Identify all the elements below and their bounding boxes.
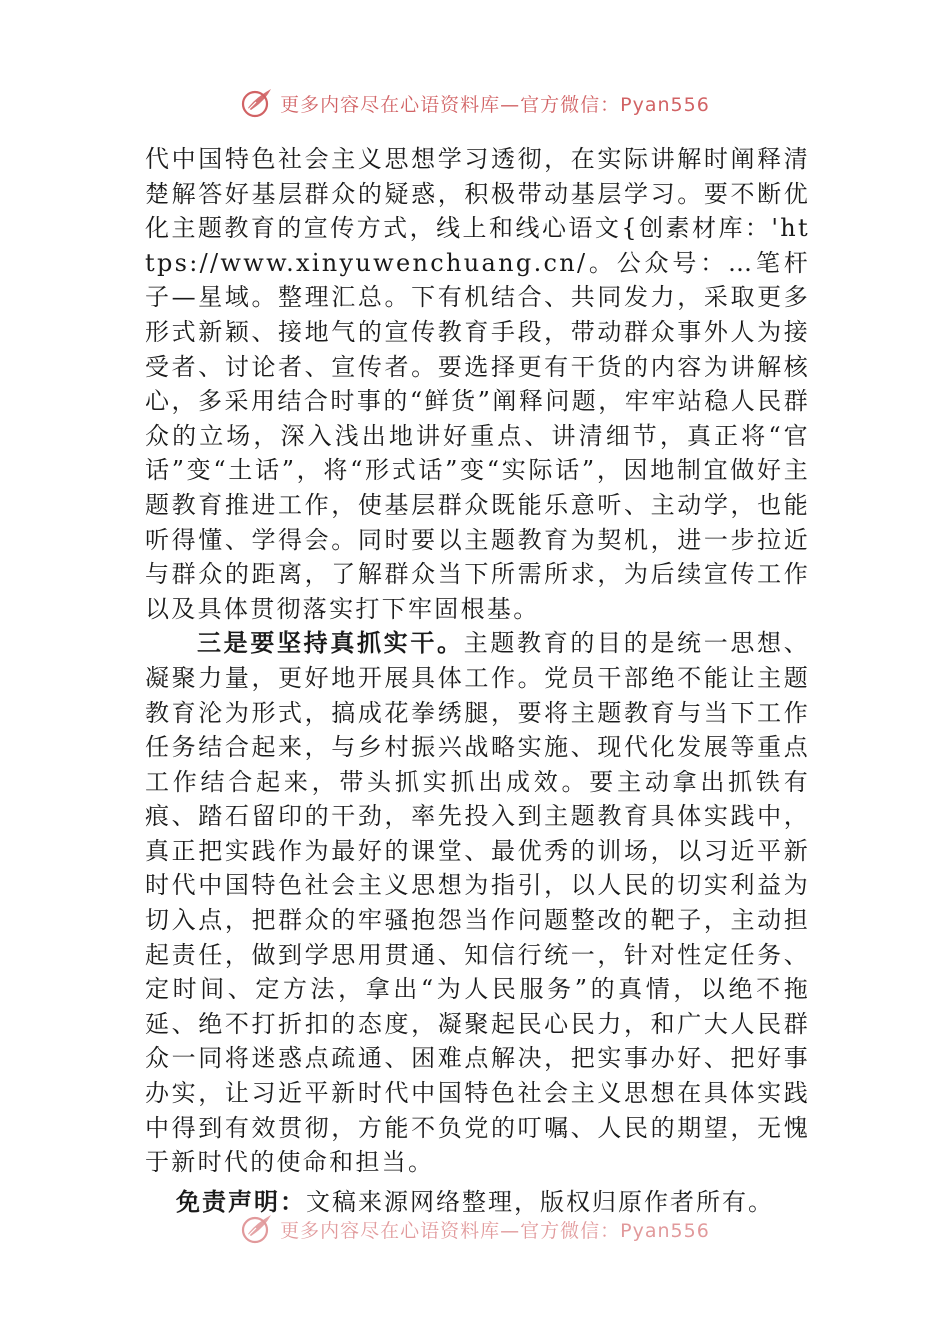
footer-watermark [0, 1212, 950, 1246]
disclaimer-label: 免责声明： [176, 1188, 306, 1216]
paragraph-continued: 代中国特色社会主义思想学习透彻，在实际讲解时阐释清楚解答好基层群众的疑惑，积极带动基层学习。要不断优化主题教育的宣传方式，线上和线心语文{创素材库：'https://www.xinyuwenchuang.cn/。公众号：…笔杆子—星域。整理汇总。下有机结合、共同发力，采取更多形式新颖、接地气的宣传教育手段，带动群众事外人为接受者、讨论者、宣传者。要选择更有干货的内容为讲解核心，多采用结合时事的“鲜货”阐释问题，牢牢站稳人民群众的立场，深入浅出地讲好重点、讲清细节，真正将“官话”变“土话”，将“形式话”变“实际话”，因地制宜做好主题教育推进工作，使基层群众既能乐意听、主动学，也能听得懂、学得会。同时要以主题教育为契机，进一步拉近与群众的距离，了解群众当下所需所求，为后续宣传工作以及具体贯彻落实打下牢固根基。 [145, 145, 810, 623]
header-watermark [0, 86, 950, 120]
paragraph-three [145, 626, 810, 1180]
document-body [145, 142, 810, 1180]
paragraph-three-lead: 三是要坚持真抓实干。 [197, 629, 464, 658]
quill-logo-icon [240, 1212, 274, 1246]
paragraph-three-text: 主题教育的目的是统一思想、凝聚力量，更好地开展具体工作。党员干部绝不能让主题教育沦为形式，搞成花拳绣腿，要将主题教育与当下工作任务结合起来，与乡村振兴战略实施、现代化发展等重点工作结合起来，带头抓实抓出成效。要主动拿出抓铁有痕、踏石留印的干劲，率先投入到主题教育具体实践中，真正把实践作为最好的课堂、最优秀的训场，以习近平新时代中国特色社会主义思想为指引，以人民的切实利益为切入点，把群众的牢骚抱怨当作问题整改的靶子，主动担起责任，做到学思用贯通、知信行统一，针对性定任务、定时间、定方法，拿出“为人民服务”的真情，以绝不拖延、绝不打折扣的态度，凝聚起民心民力，和广大人民群众一同将迷惑点疏通、困难点解决，把实事办好、把好事办实，让习近平新时代中国特色社会主义思想在具体实践中得到有效贯彻，方能不负党的叮嘱、人民的期望，无愧于新时代的使命和担当。 [145, 629, 811, 1177]
watermark-text: 更多内容尽在心语资料库—官方微信：Pyan556 [280, 1219, 710, 1242]
quill-logo-icon [240, 86, 274, 120]
disclaimer-text: 文稿来源网络整理，版权归原作者所有。 [306, 1188, 774, 1216]
watermark-text: 更多内容尽在心语资料库—官方微信：Pyan556 [280, 93, 710, 116]
